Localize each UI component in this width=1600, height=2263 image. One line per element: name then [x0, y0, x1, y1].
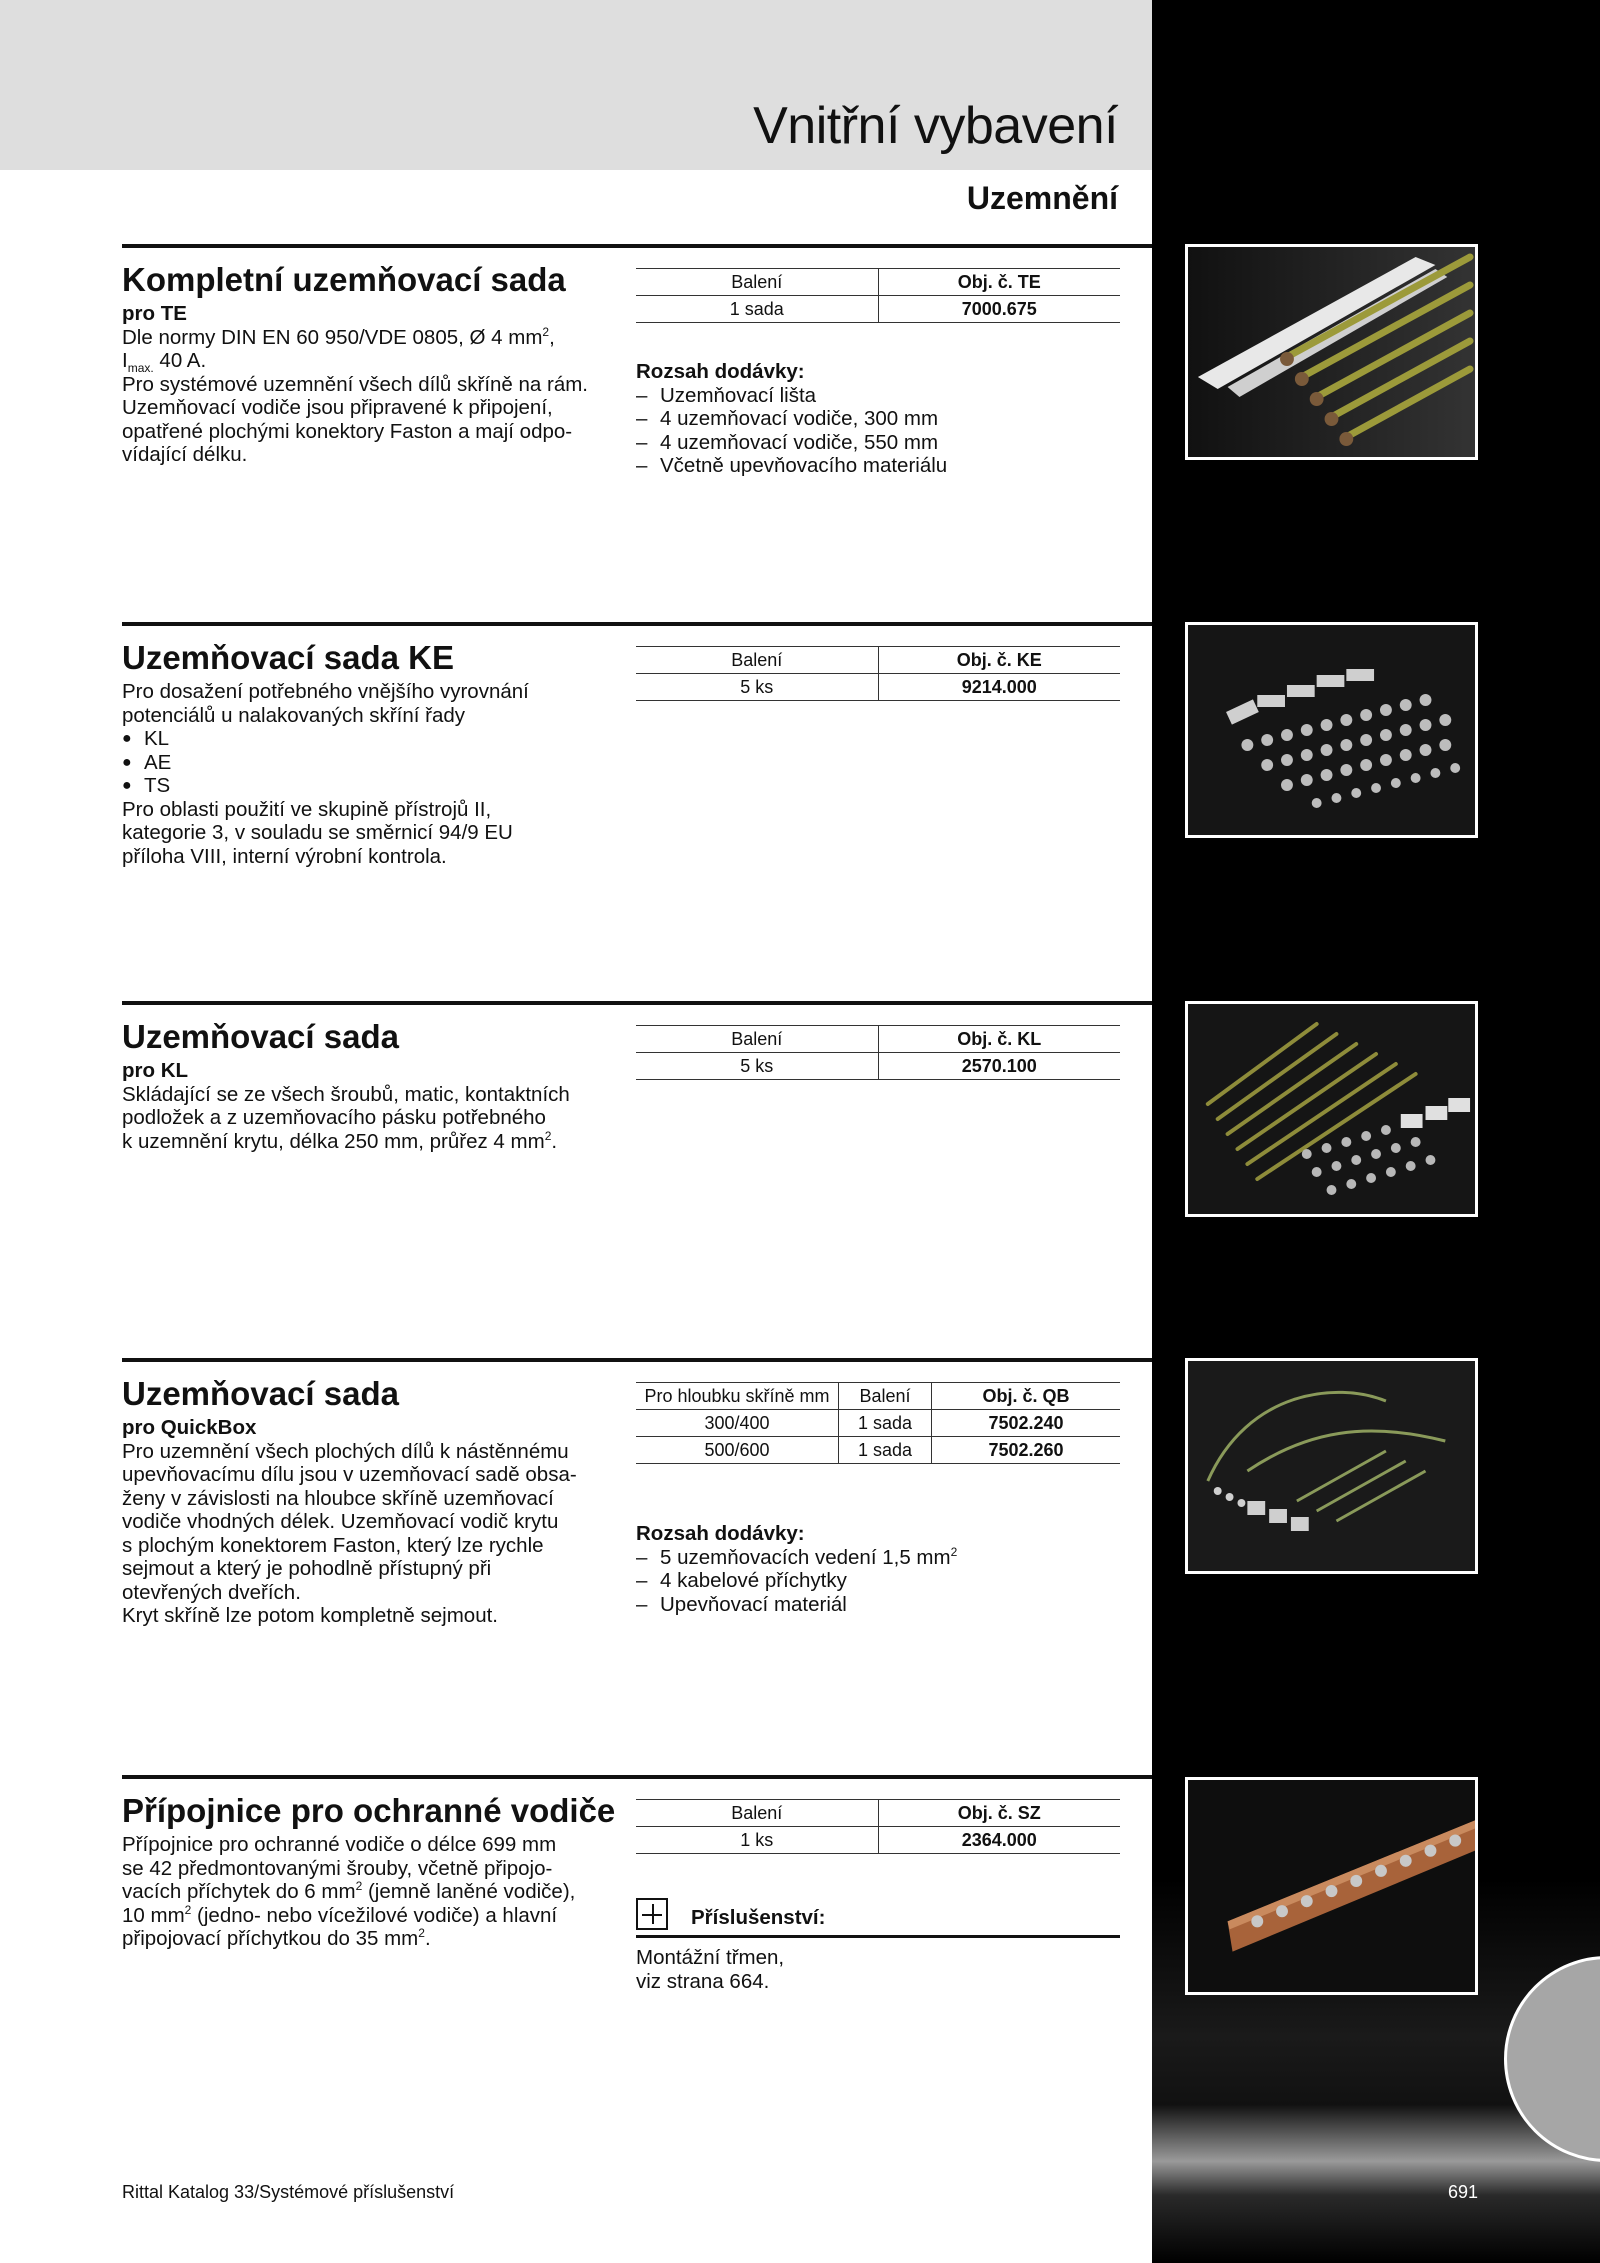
order-table: Balení Obj. č. KL 5 ks 2570.100: [636, 1025, 1120, 1080]
plus-icon: [636, 1898, 668, 1930]
page-title: Vnitřní vybavení: [753, 97, 1118, 155]
section-rule: [122, 622, 1152, 626]
order-number: 7502.260: [932, 1437, 1121, 1464]
scope-of-delivery: Rozsah dodávky: – Uzemňovací lišta – 4 uzemňovací vodiče, 300 mm – 4 uzemňovací vodiče, 550 mm – Včetně upevňovacího materiálu: [636, 360, 1136, 478]
list-item: ● KL: [122, 727, 612, 751]
section-subtitle: Uzemnění: [966, 180, 1118, 216]
product-title: Kompletní uzemňovací sada: [122, 261, 566, 298]
product-photo-sz: [1185, 1777, 1478, 1995]
product-description: pro QuickBox Pro uzemnění všech plochých dílů k nástěnnému upevňovacímu dílu jsou v uzemňovací sadě obsa- ženy v závislosti na hloubce skříně uzemňovací vodiče vhodných délek. Uzemňovací vodič krytu s plochým konektorem Faston, který lze rychle sejmout a který je pohodlně přístupný při otevřených dveřích. Kryt skříně lze potom kompletně sejmout.: [122, 1416, 577, 1627]
product-variant: pro KL: [122, 1059, 189, 1082]
order-number: 2364.000: [878, 1827, 1120, 1854]
order-table: Balení Obj. č. KE 5 ks 9214.000: [636, 646, 1120, 701]
series-list: [122, 727, 612, 798]
scope-of-delivery: Rozsah dodávky: – 5 uzemňovacích vedení 1,5 $mm^2$ – 4 kabelové příchytky – Upevňovací materiál: [636, 1522, 1136, 1616]
product-title: Uzemňovací sada KE: [122, 639, 454, 676]
page-number: 691: [1448, 2182, 1479, 2202]
order-number: 7000.675: [878, 296, 1120, 323]
accessories-text: Montážní třmen, viz strana 664.: [636, 1946, 785, 1993]
product-description: Pro dosažení potřebného vnějšího vyrovnání potenciálů u nalakovaných skříní řady ● KL ● AE ● TS Pro oblasti použití ve skupině přístrojů II, kategorie 3, v souladu se směrnicí 94/9 EU příloha VIII, interní výrobní kontrola.: [122, 680, 612, 868]
product-title: Uzemňovací sada: [122, 1375, 399, 1412]
section-rule: [122, 1001, 1152, 1005]
order-table: Balení Obj. č. TE 1 sada 7000.675: [636, 268, 1120, 323]
product-description: pro TE Dle normy DIN EN 60 950/VDE 0805, Ø 4 $mm^2$, $I_{max.}$ 40 A. Pro systémové uzemnění všech dílů skříně na rám. Uzemňovací vodiče jsou připravené k připojení, opatřené plochými konektory Faston a mají odpo- vídající délku.: [122, 302, 589, 466]
section-rule: [122, 1358, 1152, 1362]
product-photo-kl: [1185, 1001, 1478, 1217]
product-variant: pro QuickBox: [122, 1416, 257, 1439]
product-photo-qb: [1185, 1358, 1478, 1574]
accessories-label: Příslušenství:: [691, 1906, 826, 1929]
accessories-rule: [636, 1935, 1120, 1938]
product-description: pro KL Skládající se ze všech šroubů, matic, kontaktních podložek a z uzemňovacího pásku potřebného k uzemnění krytu, délka 250 mm, průřez 4 $mm^2$.: [122, 1059, 570, 1153]
list-item: ● TS: [122, 774, 612, 798]
product-title: Uzemňovací sada: [122, 1018, 399, 1055]
section-rule: [122, 1775, 1152, 1779]
page-reference[interactable]: viz strana 664.: [636, 1969, 770, 1993]
order-table: Pro hloubku skříně mm Balení Obj. č. QB 300/400 1 sada 7502.240 500/600 1 sada 7502.260: [636, 1382, 1120, 1464]
product-description: Přípojnice pro ochranné vodiče o délce 699 mm se 42 předmontovanými šrouby, včetně připojo- vacích příchytek do 6 $mm^2$ (jemně laněné vodiče), 10 $mm^2$ (jedno- nebo vícežilové vodiče) a hlavní připojovací příchytkou do 35 $mm^2$.: [122, 1833, 576, 1950]
order-number: 9214.000: [878, 674, 1120, 701]
list-item: ● AE: [122, 751, 612, 775]
order-number: 7502.240: [932, 1410, 1121, 1437]
section-rule: [122, 244, 1152, 248]
order-number: 2570.100: [878, 1053, 1120, 1080]
product-title: Přípojnice pro ochranné vodiče: [122, 1792, 616, 1829]
product-variant: pro TE: [122, 302, 187, 325]
product-photo-ke: [1185, 622, 1478, 838]
order-table: Balení Obj. č. SZ 1 ks 2364.000: [636, 1799, 1120, 1854]
footer-catalog: Rittal Katalog 33/Systémové příslušenství: [122, 2182, 455, 2202]
product-photo-te: [1185, 244, 1478, 460]
